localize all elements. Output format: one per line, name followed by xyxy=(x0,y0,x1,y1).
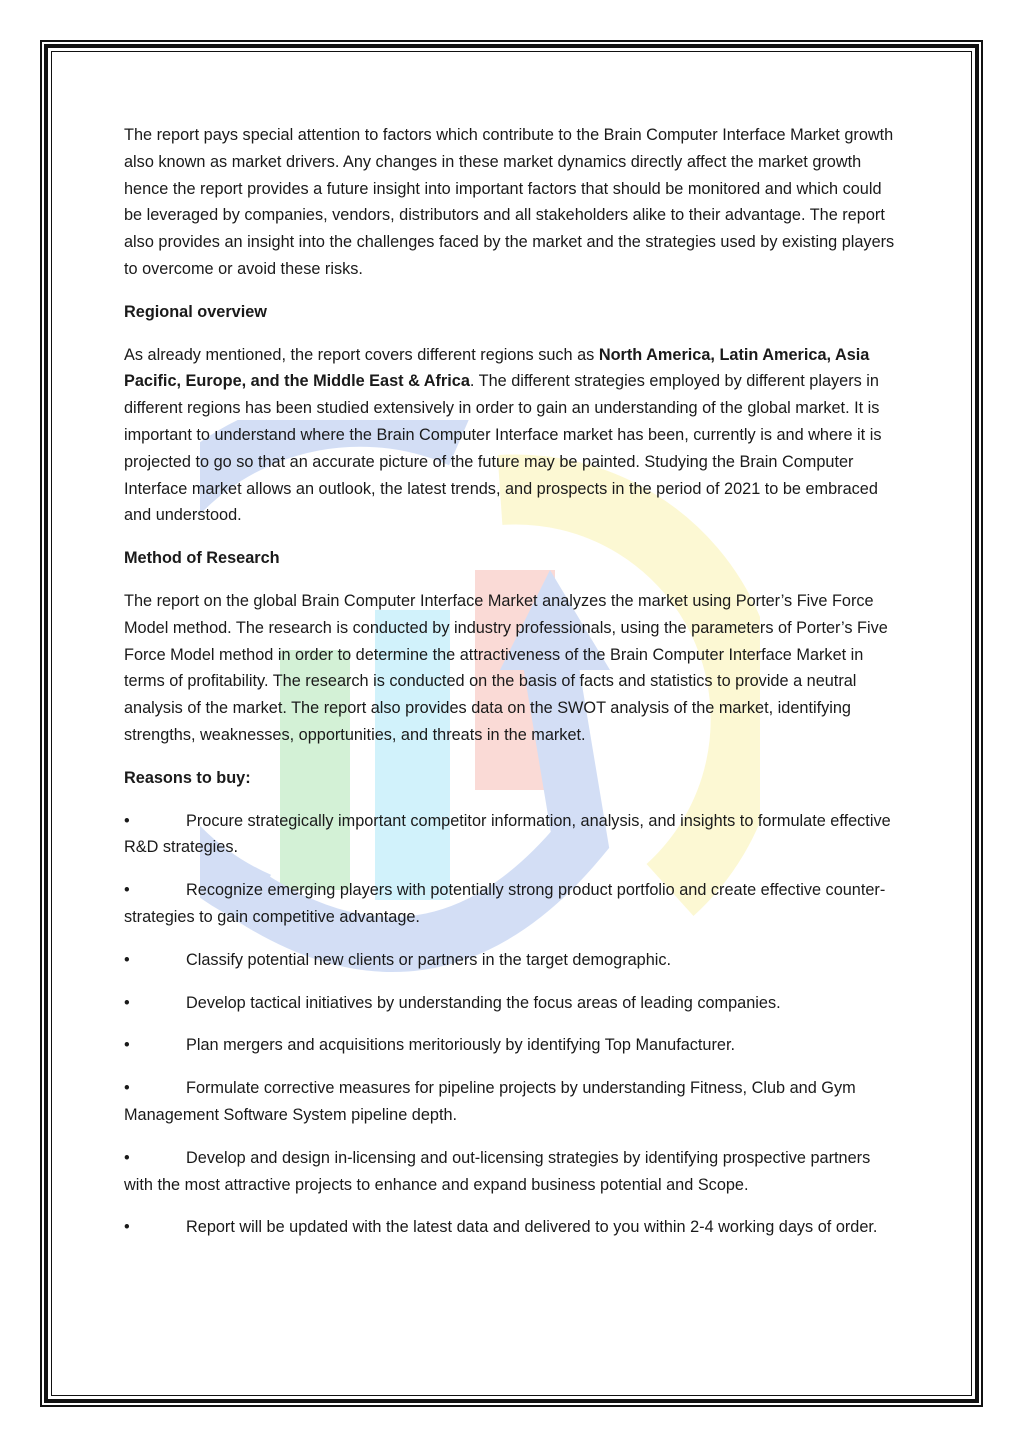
list-item-text: Classify potential new clients or partners in the target demographic. xyxy=(186,950,672,969)
list-item-text: Procure strategically important competitor information, analysis, and insights to formulate effective R&D strategies. xyxy=(124,811,891,857)
intro-paragraph: The report pays special attention to factors which contribute to the Brain Computer Interface Market growth also known as market drivers. Any changes in these market dynamics directly affect the market growth hence the report provides a future insight into important factors that should be monitored and which could be leveraged by companies, vendors, distributors and all stakeholders alike to their advantage. The report also provides an insight into the challenges faced by the market and the strategies used by existing players to overcome or avoid these risks. xyxy=(124,126,895,278)
regional-text-start: As already mentioned, the report covers different regions such as xyxy=(124,345,599,364)
list-item-text: Develop tactical initiatives by understanding the focus areas of leading companies. xyxy=(186,993,781,1012)
list-item-text: Develop and design in-licensing and out-licensing strategies by identifying prospective partners with the most attractive projects to enhance and expand business potential and Scope. xyxy=(124,1148,871,1194)
list-item-text: Report will be updated with the latest data and delivered to you within 2-4 working days of order. xyxy=(186,1218,878,1237)
list-item xyxy=(124,947,896,974)
list-item xyxy=(124,1214,896,1241)
method-of-research-paragraph: The report on the global Brain Computer Interface Market analyzes the market using Porter’s Five Force Model method. The research is conducted by industry professionals, using the parameters of Porter’s Five Force Model method in order to determine the attractiveness of the Brain Computer Interface Market in terms of profitability. The research is conducted on the basis of facts and statistics to provide a neutral analysis of the market. The report also provides data on the SWOT analysis of the market, identifying strengths, weaknesses, opportunities, and threats in the market. xyxy=(124,591,888,744)
list-item xyxy=(124,1145,896,1199)
document-body xyxy=(124,122,896,1257)
list-item xyxy=(124,990,896,1017)
list-item-text: Plan mergers and acquisitions meritoriously by identifying Top Manufacturer. xyxy=(186,1036,736,1055)
bullet-icon: • xyxy=(124,1036,130,1055)
bullet-icon: • xyxy=(124,1148,130,1167)
list-item xyxy=(124,1075,896,1129)
regions-list: North America, Latin America, Asia Pacific, Europe, and the Middle East & Africa xyxy=(124,345,870,391)
bullet-icon: • xyxy=(124,881,130,900)
bullet-icon: • xyxy=(124,993,130,1012)
list-item xyxy=(124,808,896,862)
bullet-icon: • xyxy=(124,950,130,969)
method-of-research-heading: Method of Research xyxy=(124,549,280,568)
list-item-text: Formulate corrective measures for pipeline projects by understanding Fitness, Club and Gym Management Software System pipeline depth. xyxy=(124,1079,856,1124)
bullet-icon: • xyxy=(124,811,130,830)
bullet-icon: • xyxy=(124,1079,130,1098)
list-item-text: Recognize emerging players with potentially strong product portfolio and create effective counter-strategies to gain competitive advantage. xyxy=(124,881,886,926)
bullet-icon: • xyxy=(124,1218,130,1237)
reasons-to-buy-heading: Reasons to buy: xyxy=(124,768,251,787)
regional-overview-paragraph xyxy=(124,342,896,530)
regional-overview-heading: Regional overview xyxy=(124,302,267,321)
list-item xyxy=(124,877,896,931)
list-item xyxy=(124,1032,896,1059)
regional-text-end: . The different strategies employed by different players in different regions has been studied extensively in order to gain an understanding of the global market. It is important to understand where the Brain Computer Interface market has been, currently is and where it is projected to go so that an accurate picture of the future may be painted. Studying the Brain Computer Interface market allows an outlook, the latest trends, and prospects in the period of 2021 to be embraced and understood. xyxy=(124,372,882,525)
reasons-list xyxy=(124,808,896,1242)
